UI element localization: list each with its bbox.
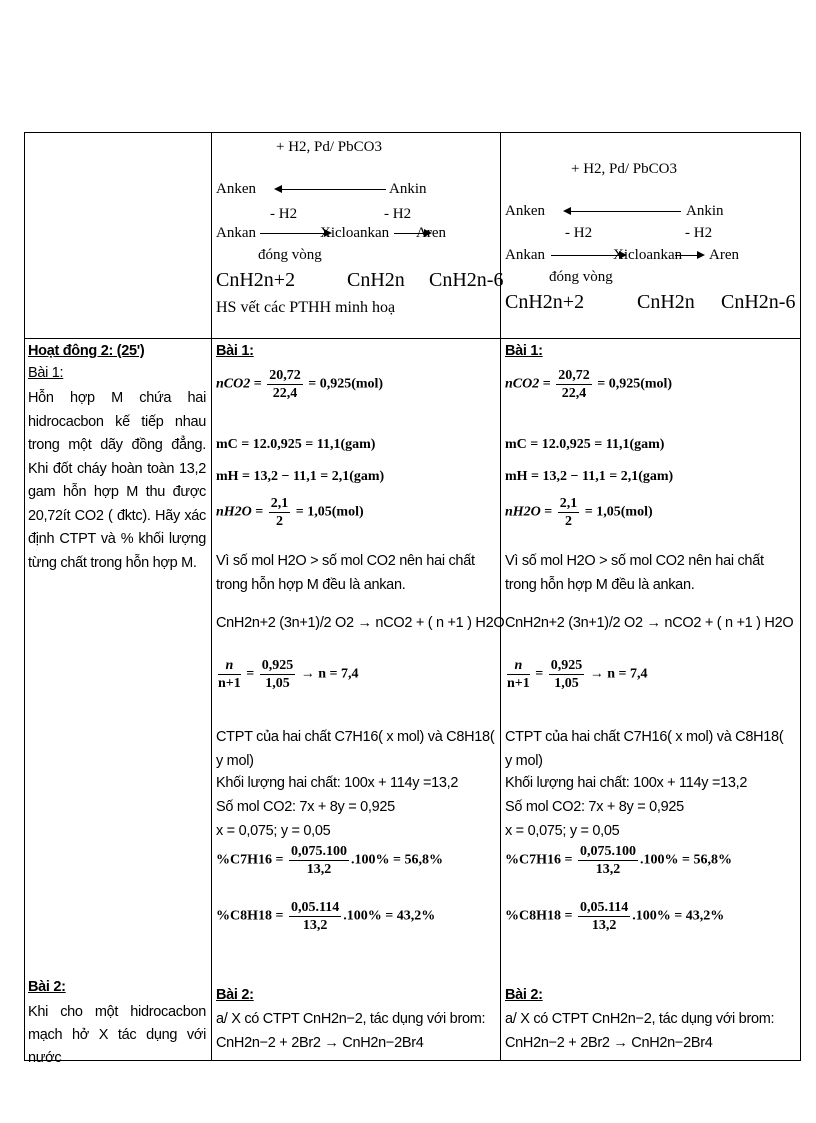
percent-c8h18 xyxy=(216,899,435,934)
frac-num: 0,05.114 xyxy=(579,900,629,915)
percent-c7h16 xyxy=(505,843,732,878)
eq-rhs: .100% = 43,2% xyxy=(632,908,725,924)
bai1-label: Bài 1: xyxy=(28,365,64,381)
eq-m-c: mC = 12.0,925 = 11,1(gam) xyxy=(505,437,665,452)
arrow-right-icon xyxy=(675,255,703,256)
frac-den: 1,05 xyxy=(554,676,579,691)
frac-num: 0,925 xyxy=(550,658,583,673)
ankin-label: Ankin xyxy=(686,203,724,219)
frac-den: n+1 xyxy=(218,676,241,691)
ratio-equation: $\frac{n}{n+1}$ = $\frac{0,925}{1,05}$ → n = 7,4 xyxy=(218,658,359,691)
solution-block xyxy=(501,339,800,1060)
eq-n-h2o: nH2O = $\frac{2,1}{2}$ = 1,05(mol) xyxy=(216,496,364,529)
eq-lhs: %C7H16 = xyxy=(216,852,284,868)
eq-rhs: = 1,05(mol) xyxy=(584,504,653,520)
frac-den: 22,4 xyxy=(561,386,587,401)
eq-rhs: .100% = 43,2% xyxy=(343,908,436,924)
combustion-reaction: CnH2n+2 (3n+1)/2 O2 → nCO2 + ( n +1 ) H2O xyxy=(505,615,794,631)
minus-h2-label: - H2 xyxy=(384,206,412,222)
frac-den: 13,2 xyxy=(302,918,328,933)
row1-col2-scheme xyxy=(212,133,504,339)
bai1-problem: Hỗn hợp M chứa hai hidrocacbon kế tiếp nhau trong một dãy đồng đẳng. Khi đốt cháy hoàn toàn 13,2 gam hỗn hợp M thu được 20,72ít CO2 ( đktc). Hãy xác định CTPT và % khối lượng từng chất trong hỗn hợp M. xyxy=(28,390,206,571)
solution-values: x = 0,075; y = 0,05 xyxy=(505,823,620,839)
formula-aren: CnH2n-6 xyxy=(429,269,504,291)
frac-den: 13,2 xyxy=(595,862,621,877)
eq-rhs: = 0,925(mol) xyxy=(308,376,384,392)
xicloankan-label: Xicloankan xyxy=(320,225,390,241)
eq-rhs: → n = 7,4 xyxy=(300,666,359,682)
eq-n-co2: nCO2 = $\frac{20,72}{22,4}$ = 0,925(mol) xyxy=(505,368,673,401)
eq-rhs: → n = 7,4 xyxy=(589,666,648,682)
lesson-table xyxy=(24,132,801,1066)
eq-rhs: .100% = 56,8% xyxy=(350,852,443,868)
ankan-label: Ankan xyxy=(505,247,545,263)
ratio-equation: $\frac{n}{n+1}$ = $\frac{0,925}{1,05}$ → n = 7,4 xyxy=(507,658,648,691)
anken-label: Anken xyxy=(505,203,545,219)
frac-num: 0,075.100 xyxy=(579,844,636,859)
mass-equation: Khối lượng hai chất: 100x + 114y =13,2 xyxy=(505,775,748,791)
eq-lhs: %C7H16 = xyxy=(505,852,573,868)
frac-num: n xyxy=(218,657,241,675)
row1-col3-scheme xyxy=(501,133,801,339)
explanation-text: Vì số mol H2O > số mol CO2 nên hai chất trong hỗn hợp M đều là ankan. xyxy=(505,553,764,593)
minus-h2-label: - H2 xyxy=(270,206,298,222)
combustion-reaction: CnH2n+2 (3n+1)/2 O2 → nCO2 + ( n +1 ) H2O xyxy=(216,615,505,631)
eq-m-c: mC = 12.0,925 = 11,1(gam) xyxy=(216,437,376,452)
arrow-left-icon xyxy=(565,211,681,212)
eq-n-co2: nCO2 = $\frac{20,72}{22,4}$ = 0,925(mol) xyxy=(216,368,384,401)
bai2-part-a: a/ X có CTPT CnH2n−2, tác dụng với brom: xyxy=(505,1011,775,1027)
explanation-text: Vì số mol H2O > số mol CO2 nên hai chất trong hỗn hợp M đều là ankan. xyxy=(216,553,475,593)
row2-col1-activity xyxy=(25,339,212,1066)
frac-den: n+1 xyxy=(507,676,530,691)
eq-m-h: mH = 13,2 − 11,1 = 2,1(gam) xyxy=(216,469,385,484)
eq-rhs: .100% = 56,8% xyxy=(639,852,732,868)
solution-values: x = 0,075; y = 0,05 xyxy=(216,823,331,839)
formula-ankan: CnH2n+2 xyxy=(505,291,585,313)
xicloankan-label: Xicloankan xyxy=(613,247,683,263)
eq-n-h2o: nH2O = $\frac{2,1}{2}$ = 1,05(mol) xyxy=(505,496,653,529)
eq-rhs: = 1,05(mol) xyxy=(295,504,364,520)
eq-lhs: nCO2 xyxy=(505,376,540,392)
ankin-label: Ankin xyxy=(389,181,427,197)
arrow-left-icon xyxy=(276,189,386,190)
row2-col3-solution xyxy=(501,339,801,1061)
frac-num: 0,05.114 xyxy=(290,900,340,915)
frac-den: 13,2 xyxy=(591,918,617,933)
frac-num: 0,925 xyxy=(261,658,294,673)
eq-lhs: %C8H18 = xyxy=(505,908,573,924)
solution-block xyxy=(212,339,505,1060)
bai2-part-a: a/ X có CTPT CnH2n−2, tác dụng với brom: xyxy=(216,1011,486,1027)
ankan-label: Ankan xyxy=(216,225,256,241)
aren-label: Aren xyxy=(416,225,446,241)
formula-xicloankan: CnH2n xyxy=(637,291,695,313)
frac-den: 2 xyxy=(565,514,573,529)
eq-m-h: mH = 13,2 − 11,1 = 2,1(gam) xyxy=(505,469,674,484)
ctpt-text: CTPT của hai chất C7H16( x mol) và C8H18( y mol) xyxy=(505,729,784,769)
aren-label: Aren xyxy=(709,247,739,263)
bai2-label: Bài 2: xyxy=(28,979,66,995)
bromination-equation: CnH2n−2 + 2Br2 → CnH2n−2Br4 xyxy=(216,1035,424,1051)
eq-rhs: = 0,925(mol) xyxy=(597,376,673,392)
bai2-label: Bài 2: xyxy=(216,987,254,1003)
ctpt-text: CTPT của hai chất C7H16( x mol) và C8H18( y mol) xyxy=(216,729,495,769)
eq-lhs: nH2O xyxy=(505,504,541,520)
frac-den: 2 xyxy=(276,514,284,529)
student-note: HS vết các PTHH minh hoạ xyxy=(216,299,396,316)
formula-xicloankan: CnH2n xyxy=(347,269,405,291)
frac-num: 2,1 xyxy=(559,496,578,511)
anken-label: Anken xyxy=(216,181,256,197)
dong-vong-label: đóng vòng xyxy=(258,247,322,263)
bai1-label: Bài 1: xyxy=(216,343,254,359)
dong-vong-label: đóng vòng xyxy=(549,269,613,285)
bromination-equation: CnH2n−2 + 2Br2 → CnH2n−2Br4 xyxy=(505,1035,713,1051)
frac-num: 20,72 xyxy=(558,368,590,383)
frac-den: 13,2 xyxy=(306,862,332,877)
frac-num: n xyxy=(507,657,530,675)
mol-equation: Số mol CO2: 7x + 8y = 0,925 xyxy=(216,799,395,815)
formula-aren: CnH2n-6 xyxy=(721,291,796,313)
mass-equation: Khối lượng hai chất: 100x + 114y =13,2 xyxy=(216,775,459,791)
activity-heading: Hoạt đông 2: (25') xyxy=(28,343,145,359)
reagent-label: + H2, Pd/ PbCO3 xyxy=(571,161,677,177)
eq-lhs: nCO2 xyxy=(216,376,251,392)
frac-num: 20,72 xyxy=(269,368,301,383)
mol-equation: Số mol CO2: 7x + 8y = 0,925 xyxy=(505,799,684,815)
percent-c7h16 xyxy=(216,843,443,878)
percent-c8h18 xyxy=(505,899,724,934)
frac-den: 22,4 xyxy=(272,386,298,401)
bai2-label: Bài 2: xyxy=(505,987,543,1003)
formula-ankan: CnH2n+2 xyxy=(216,269,296,291)
eq-lhs: %C8H18 = xyxy=(216,908,284,924)
eq-lhs: nH2O xyxy=(216,504,252,520)
frac-den: 1,05 xyxy=(265,676,290,691)
row2-col2-solution xyxy=(212,339,505,1061)
minus-h2-label: - H2 xyxy=(565,225,593,241)
frac-num: 2,1 xyxy=(270,496,289,511)
frac-num: 0,075.100 xyxy=(290,844,347,859)
bai2-problem: Khi cho một hidrocacbon mạch hở X tác dụng với nước xyxy=(28,1004,206,1066)
reagent-label: + H2, Pd/ PbCO3 xyxy=(276,139,382,155)
table-row xyxy=(25,339,801,1061)
table-row xyxy=(25,133,801,339)
row1-col1-empty xyxy=(25,133,212,339)
minus-h2-label: - H2 xyxy=(685,225,713,241)
bai1-label: Bài 1: xyxy=(505,343,543,359)
